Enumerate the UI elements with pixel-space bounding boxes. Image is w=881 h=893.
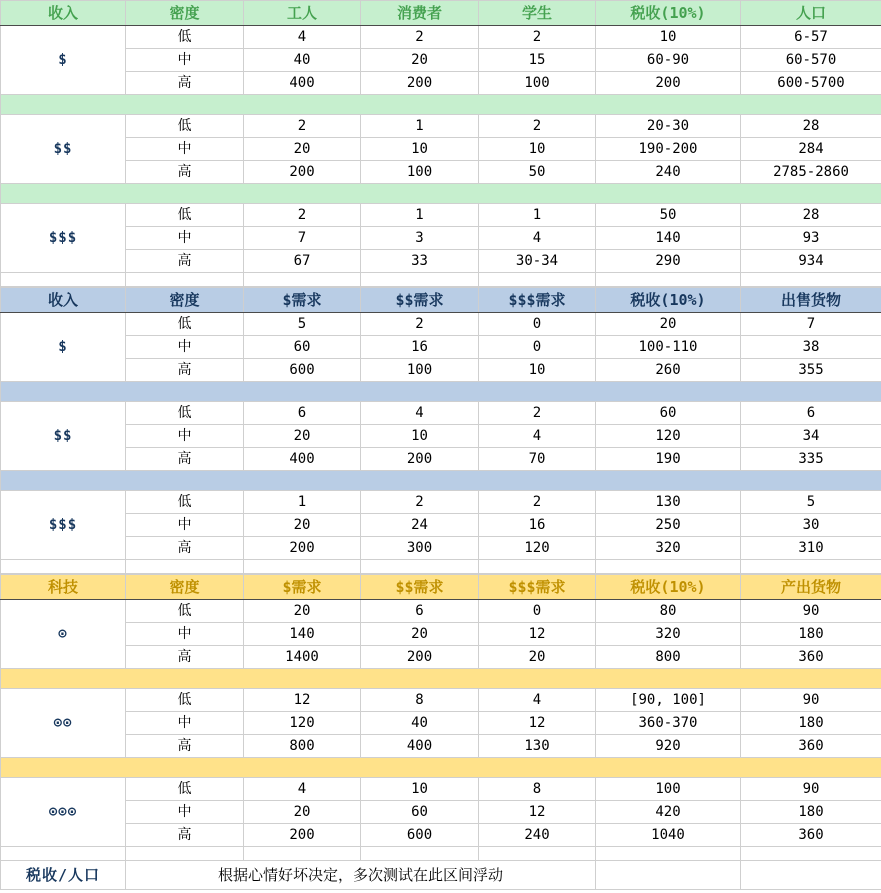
value-cell: 260 [596,359,741,382]
value-cell: 200 [361,72,479,95]
value-cell: 130 [479,735,596,758]
header-row [1,575,881,600]
value-cell: 200 [361,448,479,471]
density-cell: 高 [126,359,244,382]
value-cell: 320 [596,537,741,560]
value-cell: 30 [741,514,881,537]
spacer-cell [361,847,479,861]
value-cell: 2 [479,115,596,138]
spacer-cell [1,847,126,861]
table-row [1,448,881,471]
density-cell: 中 [126,138,244,161]
separator-band [1,95,881,115]
value-cell: 190-200 [596,138,741,161]
column-header: 人口 [741,1,881,26]
value-cell: 6-57 [741,26,881,49]
table-row [1,227,881,250]
table-row [1,49,881,72]
header-row [1,1,881,26]
value-cell: 2 [479,402,596,425]
table-row [1,115,881,138]
value-cell: 130 [596,491,741,514]
column-header: 密度 [126,288,244,313]
value-cell: 33 [361,250,479,273]
value-cell: 360 [741,735,881,758]
value-cell: 140 [596,227,741,250]
spacer-cell [479,273,596,287]
column-header: $需求 [244,575,361,600]
column-header: $$$需求 [479,288,596,313]
value-cell: 24 [361,514,479,537]
value-cell: 200 [596,72,741,95]
tier-label: $$$ [1,491,126,560]
value-cell: 0 [479,600,596,623]
value-cell: 240 [596,161,741,184]
spacer-cell [1,273,126,287]
table-row [1,491,881,514]
value-cell: 100 [479,72,596,95]
value-cell: 50 [479,161,596,184]
value-cell: 4 [479,227,596,250]
value-cell: 4 [244,778,361,801]
value-cell: 240 [479,824,596,847]
value-cell: 2 [479,491,596,514]
value-cell: 60-90 [596,49,741,72]
density-cell: 中 [126,623,244,646]
value-cell: 2 [361,26,479,49]
separator-row [1,95,881,115]
density-cell: 低 [126,204,244,227]
value-cell: 100 [596,778,741,801]
value-cell: 200 [361,646,479,669]
value-cell: 120 [596,425,741,448]
density-cell: 低 [126,689,244,712]
value-cell: 355 [741,359,881,382]
value-cell: 320 [596,623,741,646]
footer-empty-cell [596,861,741,890]
value-cell: 360 [741,824,881,847]
footer-note: 根据心情好坏决定，多次测试在此区间浮动 [126,861,596,890]
value-cell: 80 [596,600,741,623]
density-cell: 中 [126,336,244,359]
value-cell: 1 [361,204,479,227]
table-row [1,735,881,758]
value-cell: 2 [244,204,361,227]
column-header: $$需求 [361,288,479,313]
separator-band [1,382,881,402]
value-cell: 90 [741,778,881,801]
table-row [1,623,881,646]
value-cell: 400 [244,448,361,471]
separator-row [1,669,881,689]
tier-label: $ [1,313,126,382]
value-cell: 310 [741,537,881,560]
column-header: 密度 [126,1,244,26]
spacer-cell [244,560,361,574]
value-cell: 93 [741,227,881,250]
value-cell: 40 [361,712,479,735]
density-cell: 中 [126,801,244,824]
spacer-cell [126,273,244,287]
column-header: 学生 [479,1,596,26]
value-cell: 290 [596,250,741,273]
value-cell: 90 [741,689,881,712]
value-cell: 120 [244,712,361,735]
value-cell: 8 [361,689,479,712]
value-cell: 4 [479,425,596,448]
value-cell: 10 [361,138,479,161]
value-cell: 5 [244,313,361,336]
value-cell: 67 [244,250,361,273]
value-cell: 400 [244,72,361,95]
table-row [1,801,881,824]
value-cell: 335 [741,448,881,471]
tier-label: $$ [1,115,126,184]
tier-label: ⊙⊙ [1,689,126,758]
value-cell: 12 [244,689,361,712]
value-cell: 200 [244,161,361,184]
table-row [1,537,881,560]
density-cell: 高 [126,824,244,847]
column-header: 密度 [126,575,244,600]
value-cell: 90 [741,600,881,623]
spacer-cell [361,560,479,574]
value-cell: 100-110 [596,336,741,359]
column-header: $$$需求 [479,575,596,600]
value-cell: 800 [244,735,361,758]
value-cell: 10 [479,359,596,382]
column-header: $需求 [244,288,361,313]
value-cell: 2785-2860 [741,161,881,184]
value-cell: 2 [361,313,479,336]
density-cell: 中 [126,712,244,735]
separator-row [1,382,881,402]
separator-band [1,669,881,689]
spacer-cell [126,560,244,574]
header-row [1,288,881,313]
value-cell: 20 [244,138,361,161]
value-cell: 12 [479,623,596,646]
value-cell: 1040 [596,824,741,847]
table-row [1,359,881,382]
density-cell: 低 [126,491,244,514]
income-population-table [0,0,881,287]
spacer-cell [479,847,596,861]
spacer-cell [596,273,741,287]
value-cell: 20 [596,313,741,336]
value-cell: 10 [596,26,741,49]
spacer-row [1,847,881,861]
density-cell: 中 [126,514,244,537]
table-row [1,250,881,273]
density-cell: 高 [126,250,244,273]
table-row [1,689,881,712]
column-header: 产出货物 [741,575,881,600]
spacer-cell [741,273,881,287]
value-cell: 0 [479,313,596,336]
value-cell: 360-370 [596,712,741,735]
value-cell: 16 [361,336,479,359]
column-header: 税收(10%) [596,1,741,26]
column-header: $$需求 [361,575,479,600]
separator-band [1,471,881,491]
density-cell: 中 [126,425,244,448]
density-cell: 高 [126,646,244,669]
column-header: 消费者 [361,1,479,26]
value-cell: 100 [361,359,479,382]
value-cell: 60 [596,402,741,425]
value-cell: 180 [741,623,881,646]
value-cell: 8 [479,778,596,801]
tech-goods-produced-table [0,574,881,890]
tier-label: $ [1,26,126,95]
value-cell: 190 [596,448,741,471]
value-cell: 180 [741,801,881,824]
density-cell: 低 [126,402,244,425]
value-cell: 7 [741,313,881,336]
value-cell: 200 [244,824,361,847]
value-cell: 60 [244,336,361,359]
density-cell: 低 [126,600,244,623]
value-cell: 800 [596,646,741,669]
value-cell: 420 [596,801,741,824]
value-cell: 120 [479,537,596,560]
tier-label: $$ [1,402,126,471]
separator-row [1,184,881,204]
value-cell: 7 [244,227,361,250]
value-cell: 3 [361,227,479,250]
spacer-cell [244,847,361,861]
density-cell: 中 [126,49,244,72]
table-row [1,402,881,425]
tier-label: ⊙⊙⊙ [1,778,126,847]
column-header: 收入 [1,1,126,26]
value-cell: 5 [741,491,881,514]
value-cell: 30-34 [479,250,596,273]
value-cell: 40 [244,49,361,72]
value-cell: 50 [596,204,741,227]
spacer-cell [596,847,741,861]
footer-label: 税收/人口 [1,861,126,890]
table-row [1,313,881,336]
column-header: 税收(10%) [596,575,741,600]
value-cell: 20 [244,514,361,537]
value-cell: 4 [361,402,479,425]
value-cell: 1 [361,115,479,138]
table-row [1,712,881,735]
footer-empty-cell [741,861,881,890]
value-cell: 20 [361,623,479,646]
value-cell: 10 [479,138,596,161]
value-cell: 6 [244,402,361,425]
value-cell: 20 [244,425,361,448]
value-cell: 180 [741,712,881,735]
spacer-cell [126,847,244,861]
density-cell: 低 [126,26,244,49]
value-cell: 60 [361,801,479,824]
density-cell: 低 [126,778,244,801]
density-cell: 高 [126,161,244,184]
value-cell: 38 [741,336,881,359]
column-header: 收入 [1,288,126,313]
separator-band [1,184,881,204]
value-cell: 20 [479,646,596,669]
value-cell: 2 [244,115,361,138]
value-cell: 6 [361,600,479,623]
value-cell: 1 [244,491,361,514]
income-goods-sold-table [0,287,881,574]
value-cell: 600-5700 [741,72,881,95]
table-row [1,425,881,448]
value-cell: 12 [479,801,596,824]
column-header: 出售货物 [741,288,881,313]
value-cell: 4 [479,689,596,712]
value-cell: 34 [741,425,881,448]
density-cell: 低 [126,313,244,336]
column-header: 税收(10%) [596,288,741,313]
density-cell: 高 [126,448,244,471]
value-cell: 284 [741,138,881,161]
column-header: 科技 [1,575,126,600]
table-row [1,778,881,801]
value-cell: 70 [479,448,596,471]
density-cell: 高 [126,537,244,560]
value-cell: 2 [361,491,479,514]
value-cell: 250 [596,514,741,537]
value-cell: 360 [741,646,881,669]
spacer-cell [741,847,881,861]
separator-band [1,758,881,778]
table-row [1,824,881,847]
value-cell: 28 [741,204,881,227]
table-row [1,204,881,227]
separator-row [1,471,881,491]
value-cell: 300 [361,537,479,560]
value-cell: [90, 100] [596,689,741,712]
spacer-row [1,273,881,287]
value-cell: 100 [361,161,479,184]
spacer-cell [244,273,361,287]
spacer-cell [479,560,596,574]
spacer-cell [361,273,479,287]
spacer-cell [1,560,126,574]
value-cell: 4 [244,26,361,49]
value-cell: 10 [361,778,479,801]
value-cell: 1400 [244,646,361,669]
value-cell: 200 [244,537,361,560]
table-row [1,514,881,537]
value-cell: 600 [244,359,361,382]
value-cell: 1 [479,204,596,227]
spacer-cell [741,560,881,574]
footer-row [1,861,881,890]
table-row [1,138,881,161]
value-cell: 400 [361,735,479,758]
density-cell: 中 [126,227,244,250]
spacer-row [1,560,881,574]
table-row [1,336,881,359]
table-row [1,72,881,95]
spacer-cell [596,560,741,574]
separator-row [1,758,881,778]
value-cell: 60-570 [741,49,881,72]
density-cell: 高 [126,72,244,95]
value-cell: 2 [479,26,596,49]
value-cell: 20 [361,49,479,72]
value-cell: 15 [479,49,596,72]
table-row [1,26,881,49]
value-cell: 140 [244,623,361,646]
value-cell: 12 [479,712,596,735]
tier-label: $$$ [1,204,126,273]
value-cell: 934 [741,250,881,273]
value-cell: 600 [361,824,479,847]
density-cell: 低 [126,115,244,138]
table-row [1,161,881,184]
value-cell: 6 [741,402,881,425]
value-cell: 20 [244,801,361,824]
value-cell: 0 [479,336,596,359]
value-cell: 28 [741,115,881,138]
column-header: 工人 [244,1,361,26]
table-row [1,646,881,669]
density-cell: 高 [126,735,244,758]
value-cell: 10 [361,425,479,448]
value-cell: 20 [244,600,361,623]
value-cell: 20-30 [596,115,741,138]
table-row [1,600,881,623]
value-cell: 920 [596,735,741,758]
value-cell: 16 [479,514,596,537]
tier-label: ⊙ [1,600,126,669]
